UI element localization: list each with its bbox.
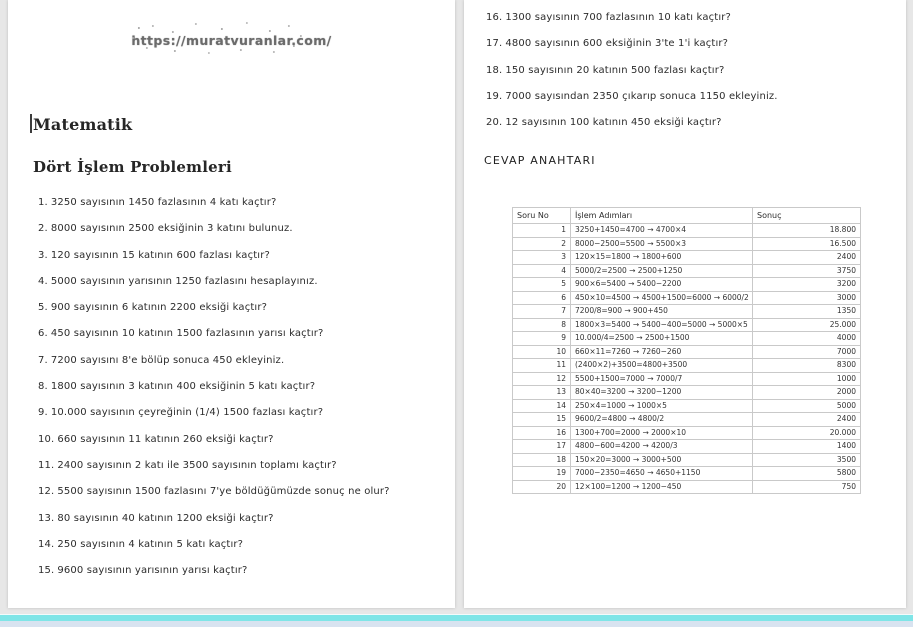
watermark-speckles — [137, 27, 139, 29]
problem-number: 18. — [486, 64, 503, 76]
table-row — [513, 359, 861, 373]
table-row — [513, 251, 861, 265]
problem-number: 20. — [486, 117, 503, 129]
problem-number: 19. — [486, 90, 503, 102]
problem-text: 80 sayısının 40 katının 1200 eksiği kaçtır? — [57, 512, 274, 524]
cell-soru-no: 13 — [513, 386, 571, 400]
cell-soru-no: 1 — [513, 224, 571, 238]
watermark-text: https://muratvuranlar.com/ — [131, 33, 332, 48]
problem-number: 6. — [38, 328, 48, 340]
cell-sonuc: 4000 — [753, 332, 861, 346]
problem-item — [38, 407, 447, 433]
cell-soru-no: 11 — [513, 359, 571, 373]
problem-number: 8. — [38, 381, 48, 393]
cell-soru-no: 4 — [513, 264, 571, 278]
cell-sonuc: 3000 — [753, 291, 861, 305]
problem-text: 150 sayısının 20 katının 500 fazlası kaçtır? — [505, 64, 725, 76]
table-row — [513, 278, 861, 292]
table-row — [513, 399, 861, 413]
cell-islem-adimlari: 5500+1500=7000 → 7000/7 — [571, 372, 753, 386]
answer-key-table — [512, 207, 861, 494]
table-header-row — [513, 208, 861, 224]
table-row — [513, 224, 861, 238]
cell-islem-adimlari: 7200/8=900 → 900+450 — [571, 305, 753, 319]
problem-number: 10. — [38, 433, 55, 445]
problem-text: 5500 sayısının 1500 fazlasını 7'ye böldüğümüzde sonuç ne olur? — [57, 486, 390, 498]
problem-item — [38, 276, 447, 302]
problem-text: 5000 sayısının yarısının 1250 fazlasını hesaplayınız. — [50, 275, 318, 287]
table-row — [513, 345, 861, 359]
problem-number: 13. — [38, 512, 55, 524]
column-header: Soru No — [513, 208, 571, 224]
table-row — [513, 413, 861, 427]
problem-item — [38, 460, 447, 486]
problem-number: 5. — [38, 302, 48, 314]
problem-number: 1. — [38, 197, 48, 208]
cell-sonuc: 2400 — [753, 251, 861, 265]
table-row — [513, 237, 861, 251]
table-row — [513, 264, 861, 278]
problem-text: 1800 sayısının 3 katının 400 eksiğinin 5 katı kaçtır? — [50, 381, 316, 393]
problem-item — [38, 434, 447, 460]
problem-number: 16. — [486, 12, 503, 23]
cell-islem-adimlari: (2400×2)+3500=4800+3500 — [571, 359, 753, 373]
column-header: Sonuç — [753, 208, 861, 224]
cell-soru-no: 19 — [513, 467, 571, 481]
cell-sonuc: 25.000 — [753, 318, 861, 332]
problem-text: 120 sayısının 15 katının 600 fazlası kaçtır? — [50, 249, 270, 261]
problem-item — [38, 197, 447, 223]
column-header: İşlem Adımları — [571, 208, 753, 224]
table-row — [513, 372, 861, 386]
problem-item — [486, 38, 898, 64]
problem-item — [38, 565, 447, 591]
problem-text: 7000 sayısından 2350 çıkarıp sonuca 1150 ekleyiniz. — [505, 90, 778, 102]
cell-soru-no: 3 — [513, 251, 571, 265]
cell-sonuc: 3500 — [753, 453, 861, 467]
problem-number: 15. — [38, 565, 55, 577]
cell-islem-adimlari: 5000/2=2500 → 2500+1250 — [571, 264, 753, 278]
problem-number: 12. — [38, 486, 55, 498]
cell-sonuc: 2000 — [753, 386, 861, 400]
cell-soru-no: 10 — [513, 345, 571, 359]
answer-key-title: CEVAP ANAHTARI — [484, 154, 596, 167]
cell-sonuc: 8300 — [753, 359, 861, 373]
bottom-bar-periwinkle — [0, 621, 913, 627]
table-row — [513, 467, 861, 481]
problem-item — [38, 486, 447, 512]
cell-sonuc: 1400 — [753, 440, 861, 454]
table-row — [513, 480, 861, 494]
cell-soru-no: 14 — [513, 399, 571, 413]
cell-soru-no: 7 — [513, 305, 571, 319]
table-row — [513, 305, 861, 319]
problem-item — [486, 117, 898, 143]
cell-soru-no: 2 — [513, 237, 571, 251]
table-row — [513, 332, 861, 346]
cell-soru-no: 5 — [513, 278, 571, 292]
problem-text: 1300 sayısının 700 fazlasının 10 katı kaçtır? — [505, 12, 731, 23]
problem-text: 8000 sayısının 2500 eksiğinin 3 katını bulunuz. — [50, 223, 293, 235]
watermark — [131, 33, 331, 48]
problem-text: 12 sayısının 100 katının 450 eksiği kaçtır? — [505, 117, 722, 129]
cell-soru-no: 9 — [513, 332, 571, 346]
cell-islem-adimlari: 660×11=7260 → 7260−260 — [571, 345, 753, 359]
problem-number: 14. — [38, 538, 55, 550]
bottom-bar-cyan — [0, 614, 913, 621]
cell-sonuc: 18.800 — [753, 224, 861, 238]
cell-soru-no: 6 — [513, 291, 571, 305]
cell-islem-adimlari: 80×40=3200 → 3200−1200 — [571, 386, 753, 400]
page-title: Matematik — [33, 115, 133, 134]
problem-item — [486, 91, 898, 117]
problem-item — [38, 328, 447, 354]
cell-soru-no: 15 — [513, 413, 571, 427]
cell-islem-adimlari: 120×15=1800 → 1800+600 — [571, 251, 753, 265]
cell-sonuc: 7000 — [753, 345, 861, 359]
problem-item — [38, 513, 447, 539]
problem-text: 450 sayısının 10 katının 1500 fazlasının yarısı kaçtır? — [50, 328, 324, 340]
problems-list-left — [38, 197, 447, 591]
cell-sonuc: 2400 — [753, 413, 861, 427]
table-row — [513, 453, 861, 467]
cell-sonuc: 20.000 — [753, 426, 861, 440]
cell-islem-adimlari: 3250+1450=4700 → 4700×4 — [571, 224, 753, 238]
problem-number: 17. — [486, 38, 503, 50]
cell-sonuc: 3750 — [753, 264, 861, 278]
problem-item — [38, 223, 447, 249]
cell-islem-adimlari: 450×10=4500 → 4500+1500=6000 → 6000/2 — [571, 291, 753, 305]
table-row — [513, 318, 861, 332]
cell-sonuc: 5000 — [753, 399, 861, 413]
problem-text: 2400 sayısının 2 katı ile 3500 sayısının toplamı kaçtır? — [57, 459, 337, 471]
cell-islem-adimlari: 10.000/4=2500 → 2500+1500 — [571, 332, 753, 346]
cell-sonuc: 1000 — [753, 372, 861, 386]
cell-soru-no: 12 — [513, 372, 571, 386]
table-row — [513, 291, 861, 305]
page-subtitle: Dört İşlem Problemleri — [33, 158, 232, 176]
problem-item — [486, 65, 898, 91]
cell-sonuc: 3200 — [753, 278, 861, 292]
problem-text: 7200 sayısını 8'e bölüp sonuca 450 ekleyiniz. — [50, 354, 285, 366]
problem-item — [38, 250, 447, 276]
problem-text: 250 sayısının 4 katının 5 katı kaçtır? — [57, 538, 244, 550]
cell-soru-no: 16 — [513, 426, 571, 440]
table-row — [513, 386, 861, 400]
cell-sonuc: 1350 — [753, 305, 861, 319]
problem-item — [38, 302, 447, 328]
problem-text: 9600 sayısının yarısının yarısı kaçtır? — [57, 565, 248, 577]
cell-islem-adimlari: 250×4=1000 → 1000×5 — [571, 399, 753, 413]
problem-number: 2. — [38, 223, 48, 235]
table-row — [513, 426, 861, 440]
problem-item — [38, 355, 447, 381]
cell-soru-no: 8 — [513, 318, 571, 332]
page-left — [8, 0, 455, 608]
problem-number: 7. — [38, 354, 48, 366]
cell-islem-adimlari: 12×100=1200 → 1200−450 — [571, 480, 753, 494]
problem-number: 9. — [38, 407, 48, 419]
cell-sonuc: 5800 — [753, 467, 861, 481]
problem-number: 11. — [38, 459, 55, 471]
problem-number: 4. — [38, 275, 48, 287]
problem-item — [38, 381, 447, 407]
cell-islem-adimlari: 1800×3=5400 → 5400−400=5000 → 5000×5 — [571, 318, 753, 332]
problem-item — [38, 539, 447, 565]
cell-soru-no: 20 — [513, 480, 571, 494]
text-cursor — [30, 114, 32, 133]
cell-islem-adimlari: 7000−2350=4650 → 4650+1150 — [571, 467, 753, 481]
problem-text: 4800 sayısının 600 eksiğinin 3'te 1'i kaçtır? — [505, 38, 729, 50]
cell-sonuc: 750 — [753, 480, 861, 494]
problem-number: 3. — [38, 249, 48, 261]
cell-islem-adimlari: 900×6=5400 → 5400−2200 — [571, 278, 753, 292]
problems-list-right — [486, 12, 898, 143]
cell-islem-adimlari: 8000−2500=5500 → 5500×3 — [571, 237, 753, 251]
problem-text: 3250 sayısının 1450 fazlasının 4 katı kaçtır? — [50, 197, 277, 208]
cell-islem-adimlari: 9600/2=4800 → 4800/2 — [571, 413, 753, 427]
cell-soru-no: 18 — [513, 453, 571, 467]
problem-item — [486, 12, 898, 38]
cell-islem-adimlari: 4800−600=4200 → 4200/3 — [571, 440, 753, 454]
problem-text: 10.000 sayısının çeyreğinin (1/4) 1500 fazlası kaçtır? — [50, 407, 324, 419]
page-right — [464, 0, 906, 608]
cell-sonuc: 16.500 — [753, 237, 861, 251]
problem-text: 900 sayısının 6 katının 2200 eksiği kaçtır? — [50, 302, 268, 314]
cell-islem-adimlari: 150×20=3000 → 3000+500 — [571, 453, 753, 467]
table-row — [513, 440, 861, 454]
cell-islem-adimlari: 1300+700=2000 → 2000×10 — [571, 426, 753, 440]
problem-text: 660 sayısının 11 katının 260 eksiği kaçtır? — [57, 433, 274, 445]
cell-soru-no: 17 — [513, 440, 571, 454]
